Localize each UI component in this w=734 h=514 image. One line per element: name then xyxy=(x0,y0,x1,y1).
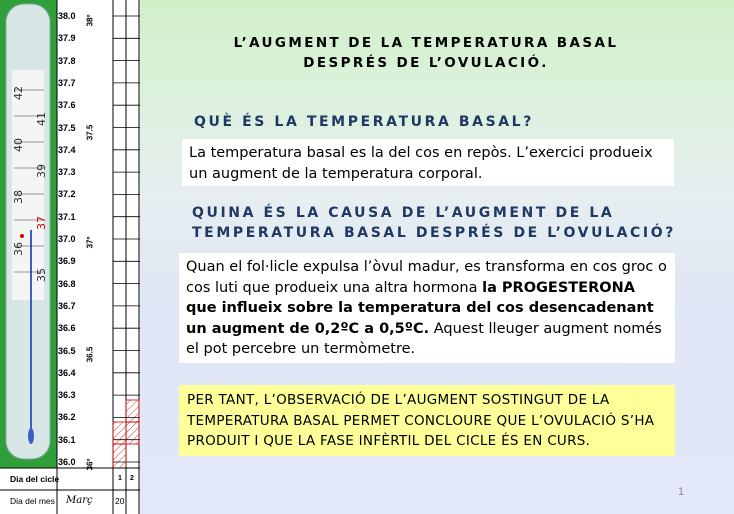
svg-text:37: 37 xyxy=(35,216,48,230)
question-2-line-2: TEMPERATURA BASAL DESPRÉS DE L’OVULACIÓ? xyxy=(192,225,676,241)
axis-label-37-5: 37.5 xyxy=(85,124,95,141)
answer-2-bold: la PROGESTERONA que influeix sobre la temperatura del cos desencadenant un augment de 0,2ºC a 0,5ºC. xyxy=(186,279,654,337)
month-day-value: 20 xyxy=(115,496,125,506)
month-day-label: Dia del mes xyxy=(10,496,55,506)
temperature-label: 36.6 xyxy=(58,323,76,334)
month-handwritten: Març xyxy=(66,495,93,506)
temperature-chart xyxy=(0,0,140,514)
axis-label-36: 36º xyxy=(85,458,95,471)
temperature-label: 37.0 xyxy=(58,234,76,244)
temperature-label: 37.4 xyxy=(58,144,76,155)
question-2-heading xyxy=(192,203,676,243)
svg-text:39: 39 xyxy=(35,164,48,178)
question-2-line-1: QUINA ÉS LA CAUSA DE L’AUGMENT DE LA xyxy=(192,205,615,221)
temperature-label: 37.3 xyxy=(58,167,76,178)
temperature-label: 37.1 xyxy=(58,211,76,222)
cycle-day-label: Dia del cicle xyxy=(10,474,60,484)
answer-2-box xyxy=(179,253,675,363)
temperature-label: 36.8 xyxy=(58,278,76,289)
temperature-label: 36.7 xyxy=(58,300,76,311)
axis-label-36-5: 36.5 xyxy=(85,346,95,363)
answer-2-text: Quan el fol·licle expulsa l’òvul madur, es transforma en cos groc o cos luti que produeix una altra hormona xyxy=(186,259,667,296)
temperature-label: 36.0 xyxy=(58,457,76,467)
temperature-label: 36.2 xyxy=(58,412,76,423)
axis-label-37: 37º xyxy=(85,236,95,249)
temperature-label: 37.9 xyxy=(58,33,76,44)
temperature-label: 37.2 xyxy=(58,189,76,200)
temperature-label: 36.4 xyxy=(58,367,76,378)
temperature-label: 37.6 xyxy=(58,100,76,111)
answer-2-end: Aquest lleuger augment només el pot percebre un termòmetre. xyxy=(186,320,662,357)
temperature-label: 36.3 xyxy=(58,390,76,401)
svg-text:35: 35 xyxy=(35,268,48,282)
answer-1-box: La temperatura basal es la del cos en repòs. L’exercici produeix un augment de la temperatura corporal. xyxy=(182,139,674,186)
cycle-day-1: 1 xyxy=(118,475,122,482)
svg-text:42: 42 xyxy=(12,86,25,100)
conclusion-box: PER TANT, L’OBSERVACIÓ DE L’AUGMENT SOSTINGUT DE LA TEMPERATURA BASAL PERMET CONCLOURE QUE L’OVULACIÓ S’HA PRODUIT I QUE LA FASE INFÈRTIL DEL CICLE ÉS EN CURS. xyxy=(179,385,675,456)
title-line-2: DESPRÉS DE L’OVULACIÓ. xyxy=(303,55,549,71)
temperature-label: 36.5 xyxy=(58,345,76,356)
cycle-day-2: 2 xyxy=(130,475,134,482)
axis-label-38: 38º xyxy=(85,14,95,27)
svg-text:40: 40 xyxy=(12,138,25,152)
svg-text:36: 36 xyxy=(12,242,25,256)
temperature-label: 38.0 xyxy=(58,11,76,21)
temperature-label: 37.5 xyxy=(58,122,76,133)
question-1-heading: QUÈ ÉS LA TEMPERATURA BASAL? xyxy=(194,114,534,130)
page-number: 1 xyxy=(678,486,685,498)
svg-text:38: 38 xyxy=(12,190,25,204)
temperature-label: 36.9 xyxy=(58,256,76,267)
temperature-label: 37.8 xyxy=(58,55,76,66)
temperature-label: 36.1 xyxy=(58,434,76,445)
temperature-label: 37.7 xyxy=(58,77,76,88)
title-line-1: L’AUGMENT DE LA TEMPERATURA BASAL xyxy=(233,35,619,51)
slide-title xyxy=(188,33,664,73)
svg-text:41: 41 xyxy=(35,112,48,126)
